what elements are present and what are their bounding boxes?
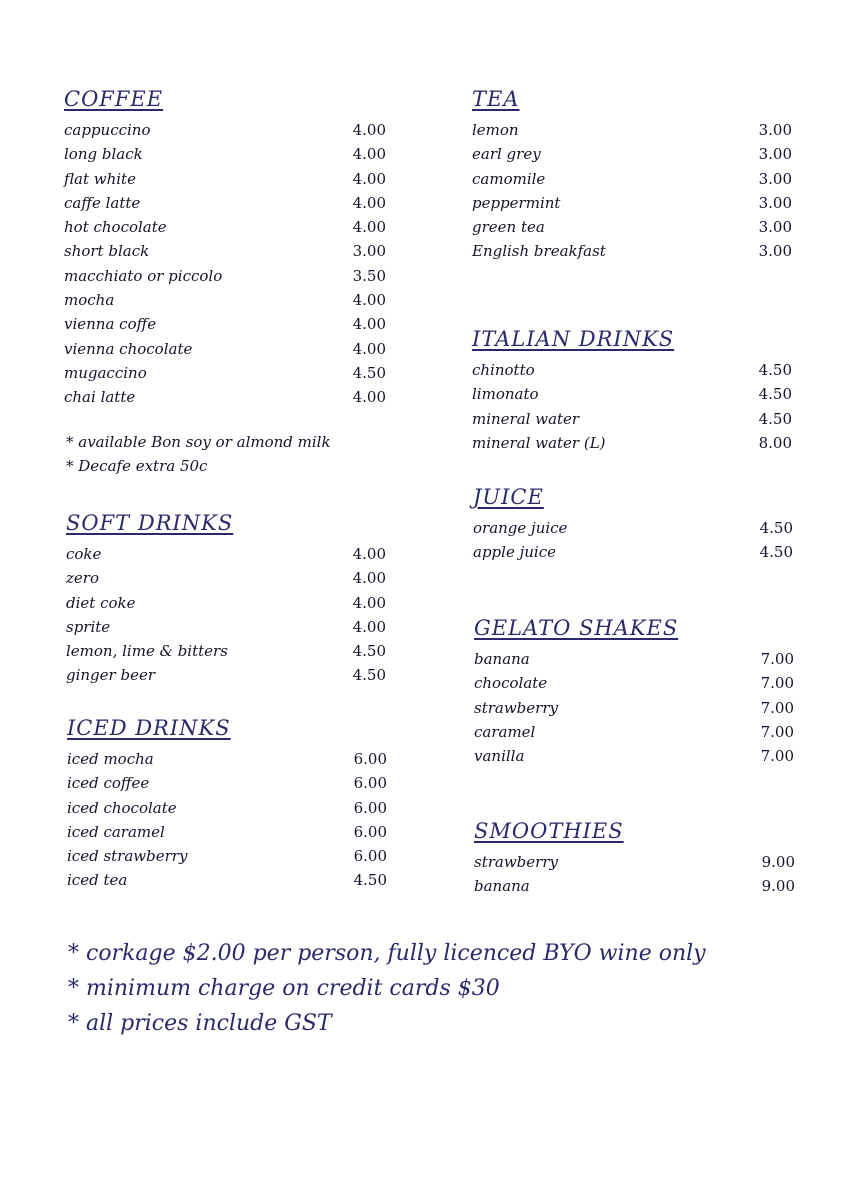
- menu-item: [64, 239, 386, 263]
- menu-item: [64, 385, 386, 409]
- menu-item: [474, 744, 794, 768]
- tea-list: [472, 118, 792, 264]
- menu-item-name: banana: [474, 877, 530, 896]
- smoothies-section: [474, 818, 795, 899]
- tea-heading: TEA: [472, 87, 520, 111]
- menu-item-price: 3.00: [758, 169, 792, 188]
- gst-note: * all prices include GST: [68, 1011, 332, 1036]
- menu-item: [474, 647, 794, 671]
- menu-item-name: vienna coffe: [64, 315, 157, 334]
- menu-item-name: limonato: [472, 385, 539, 404]
- menu-item-price: 4.50: [352, 363, 386, 382]
- menu-item-price: 3.00: [758, 121, 792, 139]
- iced-drinks-list: [67, 747, 387, 893]
- menu-item-name: caffe latte: [64, 193, 141, 212]
- menu-item-name: long black: [64, 145, 143, 164]
- milk-note: * available Bon soy or almond milk: [66, 433, 331, 451]
- menu-item-price: 7.00: [760, 698, 794, 717]
- menu-item-name: iced strawberry: [67, 847, 188, 866]
- coffee-list: [64, 118, 386, 410]
- menu-item-price: 8.00: [758, 433, 792, 452]
- menu-item: [67, 868, 387, 892]
- menu-item-price: 3.00: [758, 218, 792, 237]
- menu-item-price: 7.00: [760, 674, 794, 693]
- menu-item-price: 6.00: [353, 822, 387, 841]
- juice-heading: JUICE: [473, 485, 544, 509]
- menu-item-price: 3.50: [352, 266, 386, 285]
- menu-item-price: 4.50: [353, 871, 387, 890]
- menu-item-price: 9.00: [761, 877, 795, 896]
- menu-item-price: 4.50: [759, 543, 793, 562]
- menu-item-name: iced coffee: [67, 774, 150, 793]
- gelato-shakes-list: [474, 647, 794, 768]
- corkage-note: * corkage $2.00 per person, fully licenced BYO wine only: [68, 941, 706, 966]
- menu-item-price: 4.50: [759, 519, 793, 537]
- menu-item: [66, 542, 386, 566]
- menu-item: [64, 288, 386, 312]
- menu-item: [67, 771, 387, 795]
- menu-item-price: 4.00: [352, 617, 386, 636]
- coffee-notes: [66, 430, 331, 478]
- smoothies-list: [474, 850, 795, 899]
- menu-item-price: 4.00: [352, 169, 386, 188]
- menu-item-name: sprite: [66, 617, 111, 636]
- footer-notes: [68, 936, 706, 1041]
- menu-item: [67, 796, 387, 820]
- menu-item-name: coke: [66, 545, 102, 563]
- menu-item-name: mineral water (L): [472, 433, 606, 452]
- menu-item-name: mocha: [64, 291, 115, 310]
- italian-drinks-list: [472, 358, 792, 455]
- menu-item: [64, 215, 386, 239]
- menu-item-name: banana: [474, 650, 530, 668]
- gelato-shakes-heading: GELATO SHAKES: [474, 616, 679, 640]
- menu-item-price: 4.00: [352, 121, 386, 139]
- menu-item-price: 3.00: [758, 242, 792, 261]
- menu-item-name: iced chocolate: [67, 798, 177, 817]
- menu-item: [67, 844, 387, 868]
- menu-item-price: 6.00: [353, 750, 387, 768]
- menu-item-price: 4.00: [352, 339, 386, 358]
- menu-item-price: 6.00: [353, 847, 387, 866]
- menu-item-name: hot chocolate: [64, 218, 167, 237]
- menu-item: [474, 874, 795, 898]
- credit-card-note: * minimum charge on credit cards $30: [68, 976, 500, 1001]
- menu-item: [473, 540, 793, 564]
- menu-item-name: lemon, lime & bitters: [66, 642, 228, 661]
- menu-item-name: earl grey: [472, 145, 541, 164]
- menu-item-name: cappuccino: [64, 121, 151, 139]
- menu-item-price: 4.00: [352, 388, 386, 407]
- menu-item-price: 7.00: [760, 722, 794, 741]
- menu-item-name: chocolate: [474, 674, 548, 693]
- menu-item: [66, 639, 386, 663]
- menu-item-price: 4.50: [758, 361, 792, 379]
- juice-list: [473, 516, 793, 565]
- menu-item: [67, 747, 387, 771]
- menu-item-name: English breakfast: [472, 242, 606, 261]
- menu-item-name: lemon: [472, 121, 519, 139]
- decaf-note: * Decafe extra 50c: [66, 457, 208, 475]
- menu-item-price: 4.00: [352, 315, 386, 334]
- menu-item: [64, 312, 386, 336]
- menu-item: [66, 615, 386, 639]
- iced-drinks-heading: ICED DRINKS: [67, 716, 231, 740]
- menu-item: [472, 215, 792, 239]
- menu-item: [472, 431, 792, 455]
- coffee-heading: COFFEE: [64, 87, 164, 111]
- italian-drinks-heading: ITALIAN DRINKS: [472, 327, 675, 351]
- menu-item-price: 7.00: [760, 747, 794, 766]
- menu-item: [472, 239, 792, 263]
- menu-item-name: mineral water: [472, 409, 580, 428]
- menu-item: [473, 516, 793, 540]
- menu-item-name: chai latte: [64, 388, 136, 407]
- menu-item-price: 9.00: [761, 853, 795, 871]
- menu-item-name: short black: [64, 242, 150, 261]
- menu-item-name: ginger beer: [66, 666, 156, 685]
- menu-item-price: 4.50: [758, 409, 792, 428]
- menu-item-name: diet coke: [66, 593, 136, 612]
- menu-item: [474, 720, 794, 744]
- menu-item-price: 4.00: [352, 569, 386, 588]
- menu-item-price: 4.50: [352, 666, 386, 685]
- menu-item-name: apple juice: [473, 543, 556, 562]
- menu-item: [472, 358, 792, 382]
- menu-item-name: macchiato or piccolo: [64, 266, 223, 285]
- smoothies-heading: SMOOTHIES: [474, 819, 624, 843]
- soft-drinks-list: [66, 542, 386, 688]
- menu-item: [64, 361, 386, 385]
- menu-item-name: green tea: [472, 218, 545, 237]
- menu-item-price: 4.00: [352, 593, 386, 612]
- menu-item: [472, 142, 792, 166]
- menu-item: [66, 591, 386, 615]
- menu-item-price: 4.50: [352, 642, 386, 661]
- menu-item: [64, 142, 386, 166]
- menu-item-name: orange juice: [473, 519, 568, 537]
- menu-item-price: 4.00: [352, 145, 386, 164]
- coffee-section: [64, 86, 386, 410]
- soft-drinks-heading: SOFT DRINKS: [66, 511, 234, 535]
- menu-item-name: iced caramel: [67, 822, 165, 841]
- menu-item-name: flat white: [64, 169, 136, 188]
- menu-item: [474, 696, 794, 720]
- menu-item-name: chinotto: [472, 361, 535, 379]
- menu-item-price: 6.00: [353, 798, 387, 817]
- italian-drinks-section: [472, 326, 792, 455]
- menu-item-name: strawberry: [474, 698, 558, 717]
- menu-item-price: 4.50: [758, 385, 792, 404]
- soft-drinks-section: [66, 510, 386, 688]
- menu-item-name: mugaccino: [64, 363, 147, 382]
- menu-item-price: 7.00: [760, 650, 794, 668]
- menu-item-price: 3.00: [352, 242, 386, 261]
- menu-item-name: caramel: [474, 722, 536, 741]
- iced-drinks-section: [67, 715, 387, 893]
- menu-item: [64, 337, 386, 361]
- menu-item-price: 6.00: [353, 774, 387, 793]
- menu-item: [66, 566, 386, 590]
- menu-item-price: 4.00: [352, 193, 386, 212]
- menu-item-name: strawberry: [474, 853, 558, 871]
- juice-section: [473, 484, 793, 565]
- menu-item: [64, 191, 386, 215]
- menu-item-name: camomile: [472, 169, 546, 188]
- menu-item-price: 3.00: [758, 193, 792, 212]
- menu-item-name: zero: [66, 569, 99, 588]
- menu-item: [64, 264, 386, 288]
- menu-item-name: peppermint: [472, 193, 561, 212]
- menu-item-name: iced tea: [67, 871, 128, 890]
- menu-item: [472, 382, 792, 406]
- menu-item: [472, 191, 792, 215]
- menu-item-price: 4.00: [352, 545, 386, 563]
- gelato-shakes-section: [474, 615, 794, 768]
- menu-item: [64, 118, 386, 142]
- menu-item: [66, 663, 386, 687]
- menu-item-name: iced mocha: [67, 750, 154, 768]
- menu-item-price: 3.00: [758, 145, 792, 164]
- menu-item-price: 4.00: [352, 218, 386, 237]
- menu-item-price: 4.00: [352, 291, 386, 310]
- menu-item-name: vienna chocolate: [64, 339, 193, 358]
- menu-item: [64, 167, 386, 191]
- menu-item-name: vanilla: [474, 747, 525, 766]
- menu-item: [472, 118, 792, 142]
- menu-item: [474, 671, 794, 695]
- menu-item: [472, 167, 792, 191]
- menu-item: [67, 820, 387, 844]
- menu-item: [474, 850, 795, 874]
- menu-item: [472, 407, 792, 431]
- tea-section: [472, 86, 792, 264]
